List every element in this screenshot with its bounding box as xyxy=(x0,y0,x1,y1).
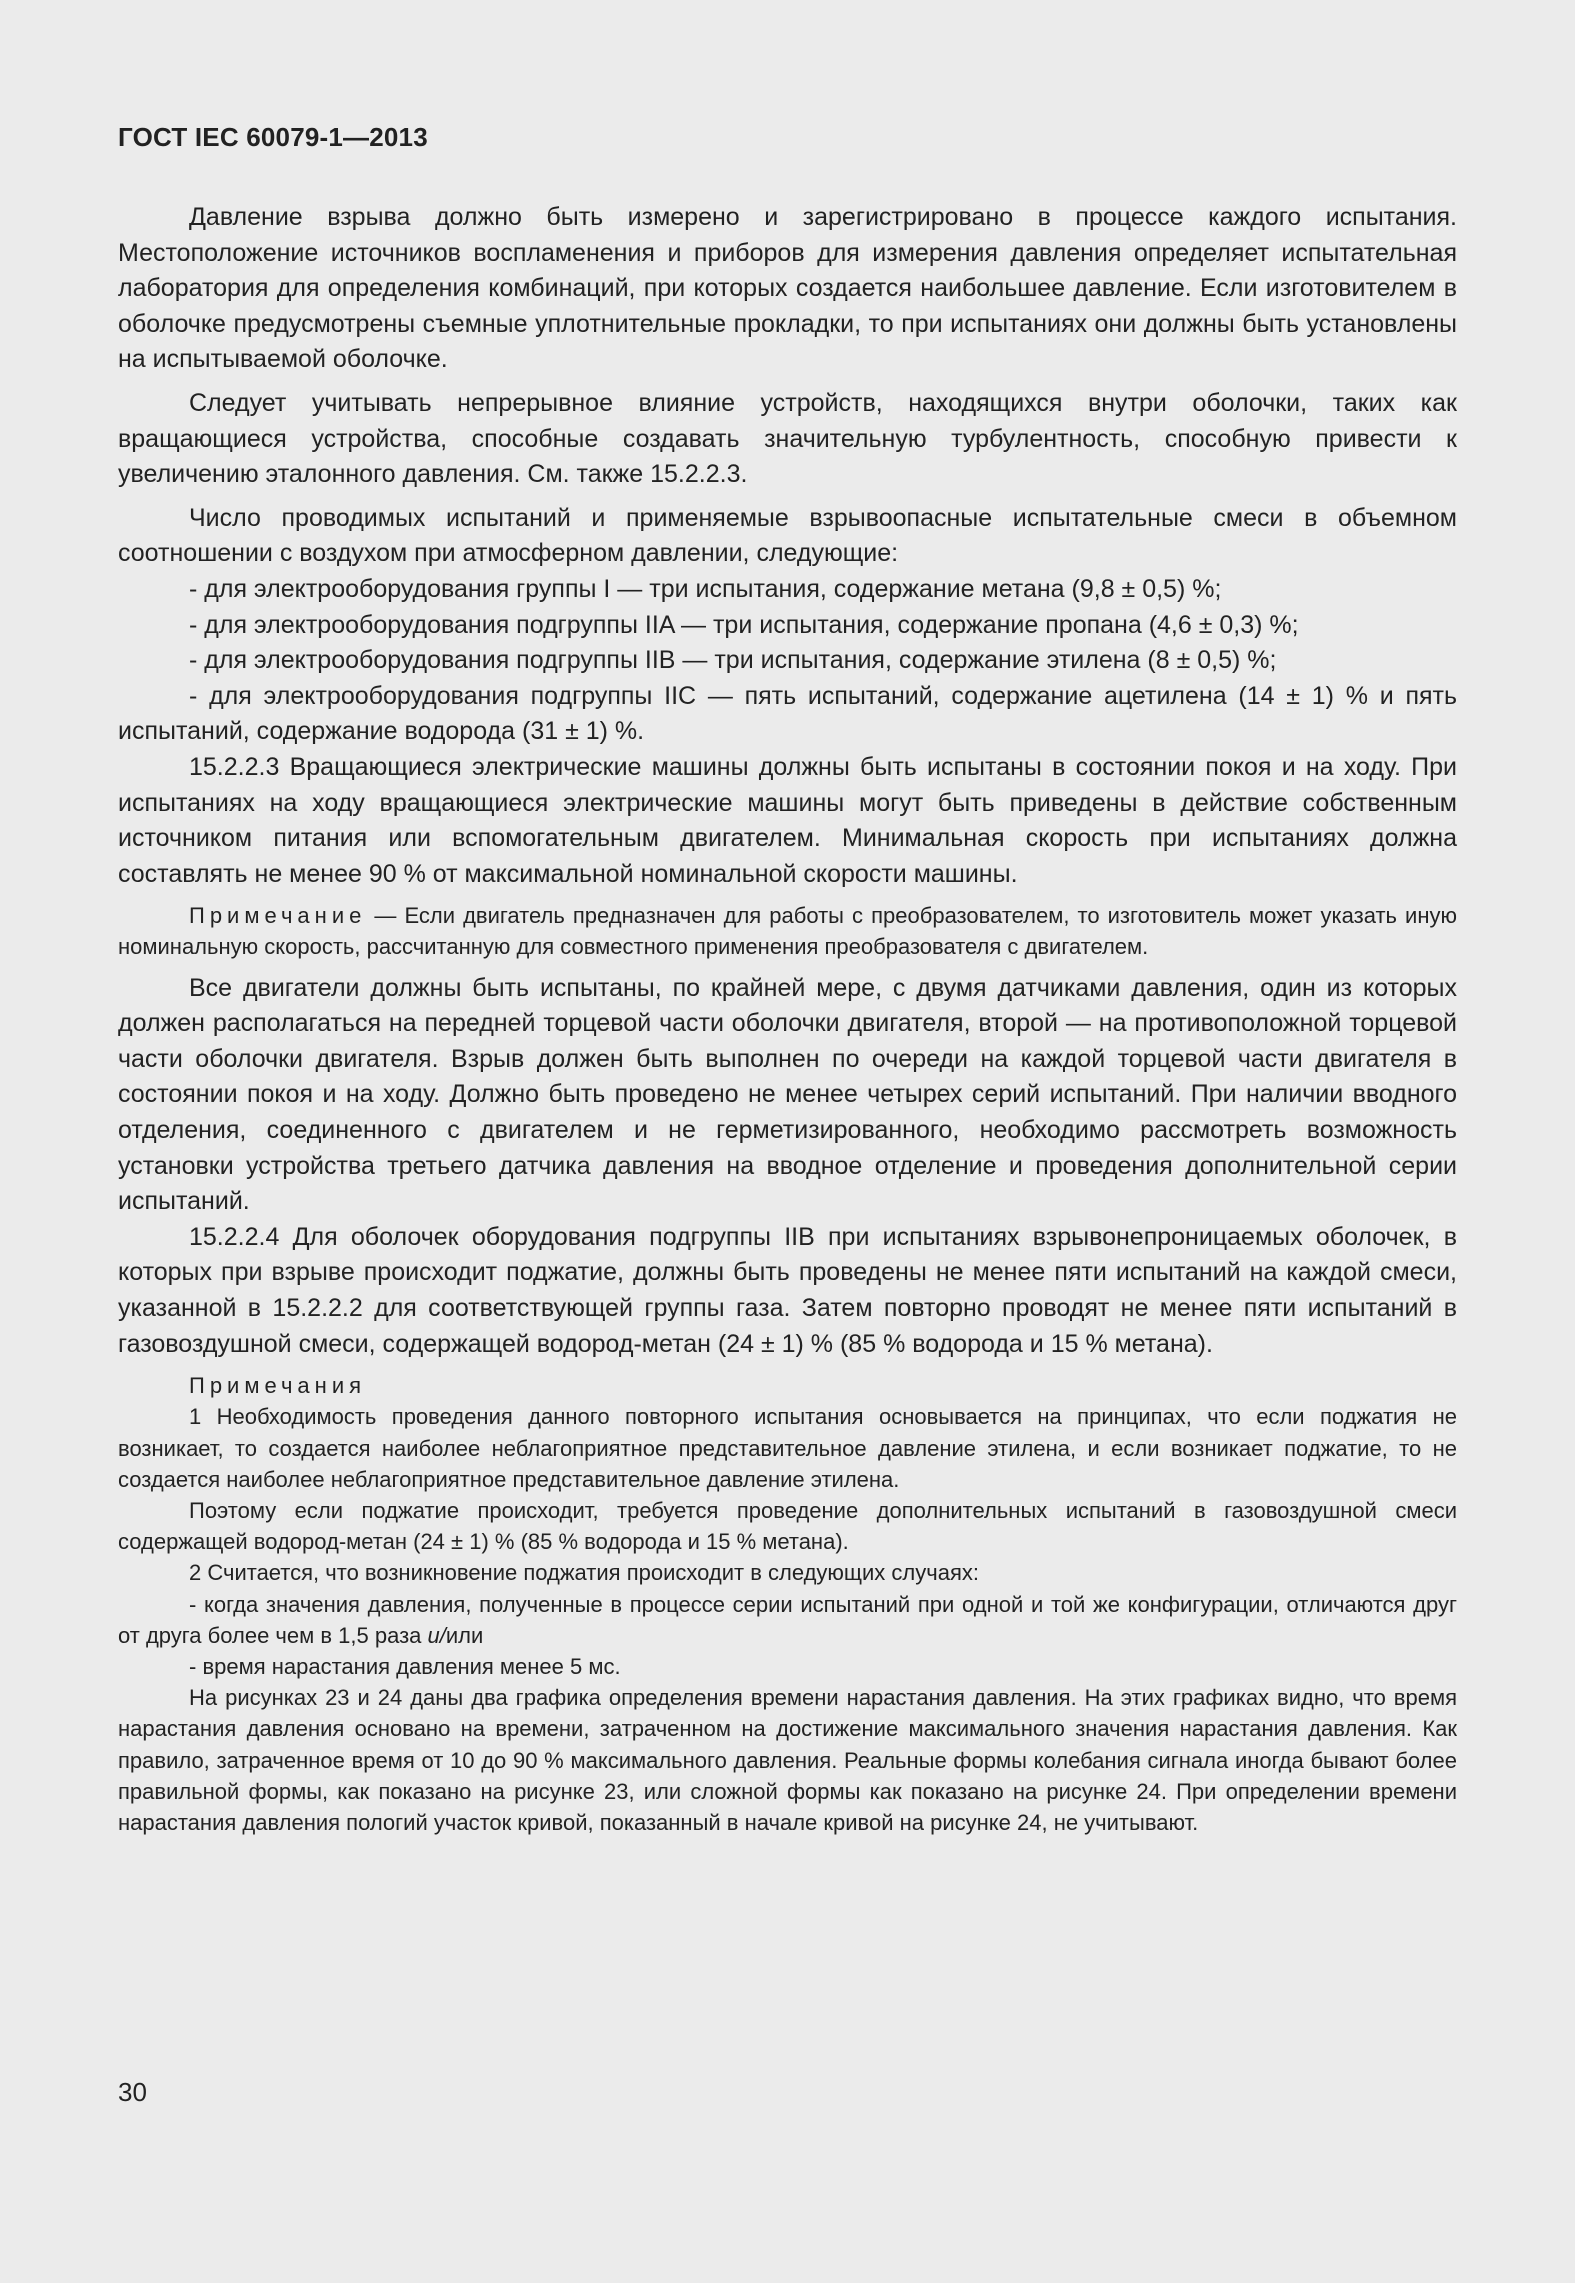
notes-label: Примечания xyxy=(189,1373,367,1399)
list-item: - для электрооборудования подгруппы IIA — три испытания, содержание пропана (4,6 ± 0,3) %; xyxy=(189,610,1299,639)
note-text: — Если двигатель предназначен для работы с преобразователем, то изготовитель может указать иную номинальную скорость, рассчитанную для совместного применения преобразователя с двигателем. xyxy=(118,903,1457,960)
paragraph: 15.2.2.4 Для оболочек оборудования подгруппы IIB при испытаниях взрывонепроницаемых оболочек, в которых при взрыве происходит поджатие, должны быть проведены не менее пяти испытаний на каждой смеси, указанной в 15.2.2.2 для соответствующей группы газа. Затем повторно проводят не менее пяти испытаний в газовоздушной смеси, содержащей водород-метан (24 ± 1) % (85 % водорода и 15 % метана). xyxy=(118,1222,1457,1358)
paragraph: Все двигатели должны быть испытаны, по крайней мере, с двумя датчиками давления, один из которых должен располагаться на передней торцевой части оболочки двигателя, второй — на противоположной торцевой части оболочки двигателя. Взрыв должен быть выполнен по очереди на каждой торцевой части двигателя в состоянии покоя и на ходу. Должно быть проведено не менее четырех серий испытаний. При наличии вводного отделения, соединенного с двигателем и не герметизированного, необходимо рассмотреть возможность установки устройства третьего датчика давления на вводное отделение и проведения дополнительной серии испытаний. xyxy=(118,973,1457,1216)
paragraph: Давление взрыва должно быть измерено и зарегистрировано в процессе каждого испытания. Местоположение источников воспламенения и приборов для измерения давления определяет испытательная лаборатория для определения комбинаций, при которых создается наибольшее давление. Если изготовителем в оболочке предусмотрены съемные уплотнительные прокладки, то при испытаниях они должны быть установлены на испытываемой оболочке. xyxy=(118,203,1457,374)
note-text: или xyxy=(445,1622,484,1648)
note: На рисунках 23 и 24 даны два графика определения времени нарастания давления. На этих графиках видно, что время нарастания давления основано на времени, затраченном на достижение максимального значения нарастания давления. Как правило, затраченное время от 10 до 90 % максимального давления. Реальные формы колебания сигнала иногда бывают более правильной формы, как показано на рисунке 23, или сложной формы как показано на рисунке 24. При определении времени нарастания давления пологий участок кривой, показанный в начале кривой на рисунке 24, не учитывают. xyxy=(118,1685,1457,1836)
note xyxy=(118,900,1457,962)
note: 2 Считается, что возникновение поджатия происходит в следующих случаях: xyxy=(189,1560,979,1586)
notes-block xyxy=(118,1370,1457,1838)
note-list-item: - время нарастания давления менее 5 мс. xyxy=(189,1654,621,1680)
list-item: - для электрооборудования подгруппы IIB — три испытания, содержание этилена (8 ± 0,5) %; xyxy=(189,646,1277,675)
note: Поэтому если поджатие происходит, требуется проведение дополнительных испытаний в газовоздушной смеси содержащей водород-метан (24 ± 1) % (85 % водорода и 15 % метана). xyxy=(118,1498,1457,1555)
list-item: - для электрооборудования подгруппы IIC — пять испытаний, содержание ацетилена (14 ± 1) % и пять испытаний, содержание водорода (31 ± 1) %. xyxy=(118,681,1457,746)
paragraph: 15.2.2.3 Вращающиеся электрические машины должны быть испытаны в состоянии покоя и на ходу. При испытаниях на ходу вращающиеся электрические машины могут быть приведены в действие собственным источником питания или вспомогательным двигателем. Минимальная скорость при испытаниях должна составлять не менее 90 % от максимальной номинальной скорости машины. xyxy=(118,752,1457,888)
page-number: 30 xyxy=(118,2077,147,2107)
note: 1 Необходимость проведения данного повторного испытания основывается на принципах, что если поджатия не возникает, то создается наиболее неблагоприятное представительное давление этилена, и если возникает поджатие, то не создается наиболее неблагоприятное представительное давление этилена. xyxy=(118,1404,1457,1492)
paragraph: Следует учитывать непрерывное влияние устройств, находящихся внутри оболочки, таких как вращающиеся устройства, способные создавать значительную турбулентность, способную привести к увеличению эталонного давления. См. также 15.2.2.3. xyxy=(118,388,1457,489)
note-list-item xyxy=(118,1589,1457,1651)
note-block xyxy=(118,900,1457,962)
note-italic: и/ xyxy=(427,1622,446,1648)
note-text: - когда значения давления, полученные в процессе серии испытаний при одной и той же конфигурации, отличаются друг от друга более чем в 1,5 раза xyxy=(118,1591,1457,1648)
document-body xyxy=(118,200,1457,1838)
document-header: ГОСТ IEC 60079-1—2013 xyxy=(118,122,428,152)
paragraph: Число проводимых испытаний и применяемые взрывоопасные испытательные смеси в объемном соотношении с воздухом при атмосферном давлении, следующие: xyxy=(118,503,1457,568)
list-item: - для электрооборудования группы I — три испытания, содержание метана (9,8 ± 0,5) %; xyxy=(189,574,1222,603)
note-label: Примечание xyxy=(189,903,367,929)
